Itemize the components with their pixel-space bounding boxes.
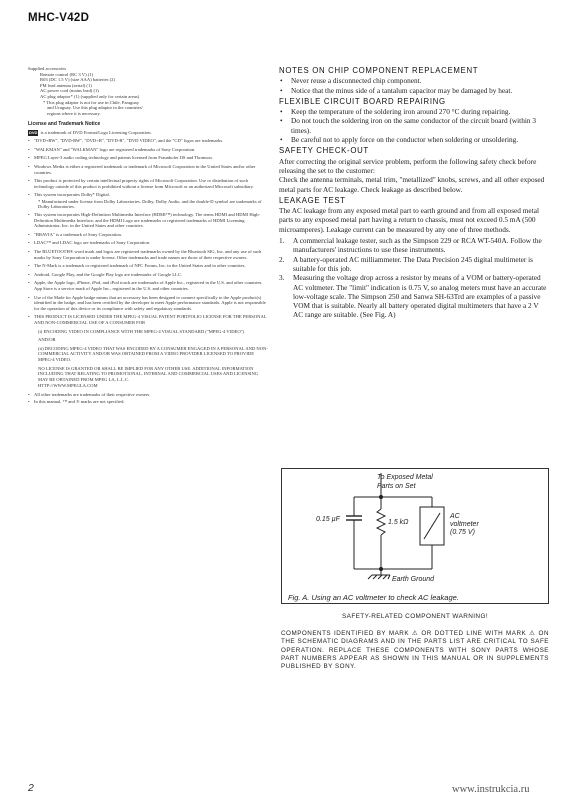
label-resistor: 1.5 kΩ [388,519,409,526]
dvd-logo: DVD [29,129,38,135]
trademark-item: • In this manual, ™ and ® marks are not specified. [28,399,268,405]
supplied-item: Remote control (RC 3 V) (1) [40,71,94,77]
trademark-item: • Apple, the Apple logo, iPhone, iPod, and iPod touch are trademarks of Apple Inc., registered in the U.S. and other countries. App Store is a service mark of Apple Inc., registered in the U.S. and other countries. [28,280,268,291]
safety-check-title: SAFETY CHECK-OUT [279,146,369,156]
mpeg-clause-i: (i) ENCODING VIDEO IN COMPLIANCE WITH THE MPEG-4 VISUAL STANDARD ("MPEG-4 VIDEO") [38,328,245,334]
safety-check-text-2: Check the antenna terminals, metal trim, "metallized" knobs, screws, and all other exposed metal parts for AC leakage. Check leakage as described below. [279,175,545,194]
trademark-item: • MPEG Layer-3 audio coding technology and patents licensed from Fraunhofer IIS and Thomson. [28,155,268,161]
flex-board-item: • Do not touch the soldering iron on the same conductor of the circuit board (within 3 times). [279,116,549,135]
flex-board-list [279,107,549,144]
label-meter-voltmeter: voltmeter [450,521,479,528]
voltmeter-needle [424,513,440,539]
model-header: MHC-V42D [28,12,90,24]
notes-chip-list [279,76,549,95]
trademark-item: • This system incorporates High-Definition Multimedia Interface (HDMI™) technology. The terms HDMI and HDMI High-Definition Multimedia Interface, and the HDMI Logo are trademarks or registered trademarks of HDMI Licensing Administrator, Inc. in the United States and other countries. [28,212,268,229]
trademark-item: • All other trademarks are trademarks of their respective owners. [28,392,268,398]
flex-board-title: FLEXIBLE CIRCUIT BOARD REPAIRING [279,96,446,106]
leakage-test-title: LEAKAGE TEST [279,195,346,205]
trademark-item: • Use of the Made for Apple badge means that an accessory has been designed to connect specifically to the Apple product(s) identified in the badge, and has been certified by the developer to meet Apple performance standards. Apple is not responsible for the operation of this device or its compliance with safety and regulatory standards. [28,295,268,312]
supplied-item: AC plug adaptor* (1) (supplied only for certain areas) [40,93,140,99]
license-title: License and Trademark Notice [28,121,101,128]
resistor-symbol [377,509,385,535]
trademark-item: • This product is protected by certain intellectual property rights of Microsoft Corporation. Use or distribution of such technology outside of this product is prohibited without a license from Microsoft or an authorized Microsoft subsidiary. [28,178,268,189]
safety-check-text: After correcting the original service problem, perform the following safety check before releasing the set to the customer: [279,156,537,175]
trademark-item: • LDAC™ and LDAC logo are trademarks of Sony Corporation. [28,240,268,246]
trademark-list [28,138,268,198]
leakage-circuit-diagram [282,469,550,605]
trademark-item: • The N-Mark is a trademark or registered trademark of NFC Forum, Inc. in the United States and in other countries. [28,263,268,269]
mpeg-no-license: NO LICENSE IS GRANTED OR SHALL BE IMPLIED FOR ANY OTHER USE. ADDITIONAL INFORMATION INCLUDING THAT RELATING TO PROMOTIONAL, INTERNAL AND COMMERCIAL USES AND LICENSING MAY BE OBTAINED FROM MPEG LA, L.L.C. [38,365,259,382]
safety-warning-title: SAFETY-RELATED COMPONENT WARNING! [342,613,488,620]
notes-chip-item: • Never reuse a disconnected chip component. [279,76,549,85]
leakage-method-item: 3. Measuring the voltage drop across a resistor by means of a VOM or battery-operated AC voltmeter. The "limit" indication is 0.75 V, so analog meters must have an accurate low-voltage scale. The Simpson 250 and Sanwa SH-63Trd are examples of a passive VOM that is suitable. Nearly all battery operated digital multimeters that have a 2 V AC range are suitable. (See Fig. A) [279,273,547,320]
supplied-note: and Uruguay. Use this plug adaptor in the countries/ [47,105,143,111]
dolby-note: * Manufactured under license from Dolby Laboratories. Dolby, Dolby Audio, and the double-D symbol are trademarks of Dolby Laboratories. [38,198,262,210]
label-capacitor: 0.15 µF [316,516,340,523]
mpeg-andor: AND/OR [38,337,56,343]
left-column [28,66,268,407]
figure-a [281,468,549,604]
label-meter-ac: AC [450,513,460,520]
mpeg-clause-ii: (ii) DECODING MPEG-4 VIDEO THAT WAS ENCODED BY A CONSUMER ENGAGED IN A PERSONAL AND NON-COMMERCIAL ACTIVITY AND/OR WAS OBTAINED FROM A VIDEO PROVIDER LICENSED TO PROVIDE MPEG-4 VIDEO. [38,345,268,362]
notes-chip-title: NOTES ON CHIP COMPONENT REPLACEMENT [279,66,479,75]
supplied-title: Supplied accessories [28,66,67,71]
figure-caption: Fig. A. Using an AC voltmeter to check AC leakage. [288,593,459,602]
trademark-item: • Windows Media is either a registered trademark or trademark of Microsoft Corporation in the United States and/or other countries. [28,164,268,175]
trademark-item: • "DVD+RW", "DVD-RW", "DVD+R", "DVD-R", "DVD VIDEO", and the "CD" logos are trademarks. [28,138,268,144]
label-parts-on-set: Parts on Set [377,483,416,490]
mpeg-url: HTTP://WWW.MPEGLA.COM [38,383,98,389]
site-watermark: www.instrukcia.ru [452,784,530,795]
supplied-list [28,72,268,117]
trademark-item: • "WALKMAN" and "WALKMAN" logo are registered trademarks of Sony Corporation. [28,147,268,153]
trademark-list-3 [28,392,268,404]
supplied-note: * This plug adaptor is not for use in Chile, Paraguay [43,99,139,105]
leakage-method-item: 1. A commercial leakage tester, such as the Simpson 229 or RCA WT-540A. Follow the manufacturers' instructions to use these instruments. [279,236,542,255]
trademark-item: • Android, Google Play, and the Google Play logo are trademarks of Google LLC. [28,272,268,278]
page-number: 2 [28,782,34,794]
leakage-test-text: The AC leakage from any exposed metal part to earth ground and from all exposed metal parts to any exposed metal part having a return to chassis, must not exceed 0.5 mA (500 microamperes). Leakage current can be measured by any one of three methods. [279,206,539,234]
supplied-item: R03 (DC 1.5 V) (size AAA) batteries (2) [40,77,115,83]
trademark-item: • This system incorporates Dolby* Digital. [28,192,268,198]
safety-warning-body: COMPONENTS IDENTIFIED BY MARK ⚠ OR DOTTED LINE WITH MARK ⚠ ON THE SCHEMATIC DIAGRAMS AND IN THE PARTS LIST ARE CRITICAL TO SAFE OPERATION. REPLACE THESE COMPONENTS WITH SONY PARTS WHOSE PART NUMBERS APPEAR AS SHOWN IN THIS MANUAL OR IN SUPPLEMENTS PUBLISHED BY SONY. [281,630,549,671]
supplied-item: FM lead antenna (aerial) (1) [40,82,92,88]
dvd-logo-notice: DVD is a trademark of DVD Format/Logo Licensing Corporation. [29,129,152,135]
label-earth-ground: Earth Ground [392,576,435,583]
trademark-item: • "BRAVIA" is a trademark of Sony Corporation. [28,232,268,238]
trademark-list-2 [28,212,268,326]
flex-board-item: • Keep the temperature of the soldering iron around 270 °C during repairing. [279,107,549,116]
right-column [279,66,549,322]
trademark-item: • THIS PRODUCT IS LICENSED UNDER THE MPEG-4 VISUAL PATENT PORTFOLIO LICENSE FOR THE PERSONAL AND NON-COMMERCIAL USE OF A CONSUMER FOR [28,314,268,325]
label-exposed-metal: To Exposed Metal [377,474,433,481]
supplied-note: regions where it is necessary. [47,110,101,116]
leakage-method-item: 2. A battery-operated AC milliammeter. The Data Precision 245 digital multimeter is suitable for this job. [279,254,533,273]
flex-board-item: • Be careful not to apply force on the conductor when soldering or unsoldering. [279,135,549,144]
notes-chip-item: • Notice that the minus side of a tantalum capacitor may be damaged by heat. [279,86,549,95]
leakage-method-list [279,236,549,320]
label-meter-range: (0.75 V) [450,529,475,536]
trademark-item: • The BLUETOOTH® word mark and logos are registered trademarks owned by the Bluetooth SIG, Inc. and any use of such marks by Sony Corporation is under license. Other trademarks and trade names are those of their respective owners. [28,249,268,260]
supplied-item: AC power cord (mains lead) (1) [40,88,99,94]
